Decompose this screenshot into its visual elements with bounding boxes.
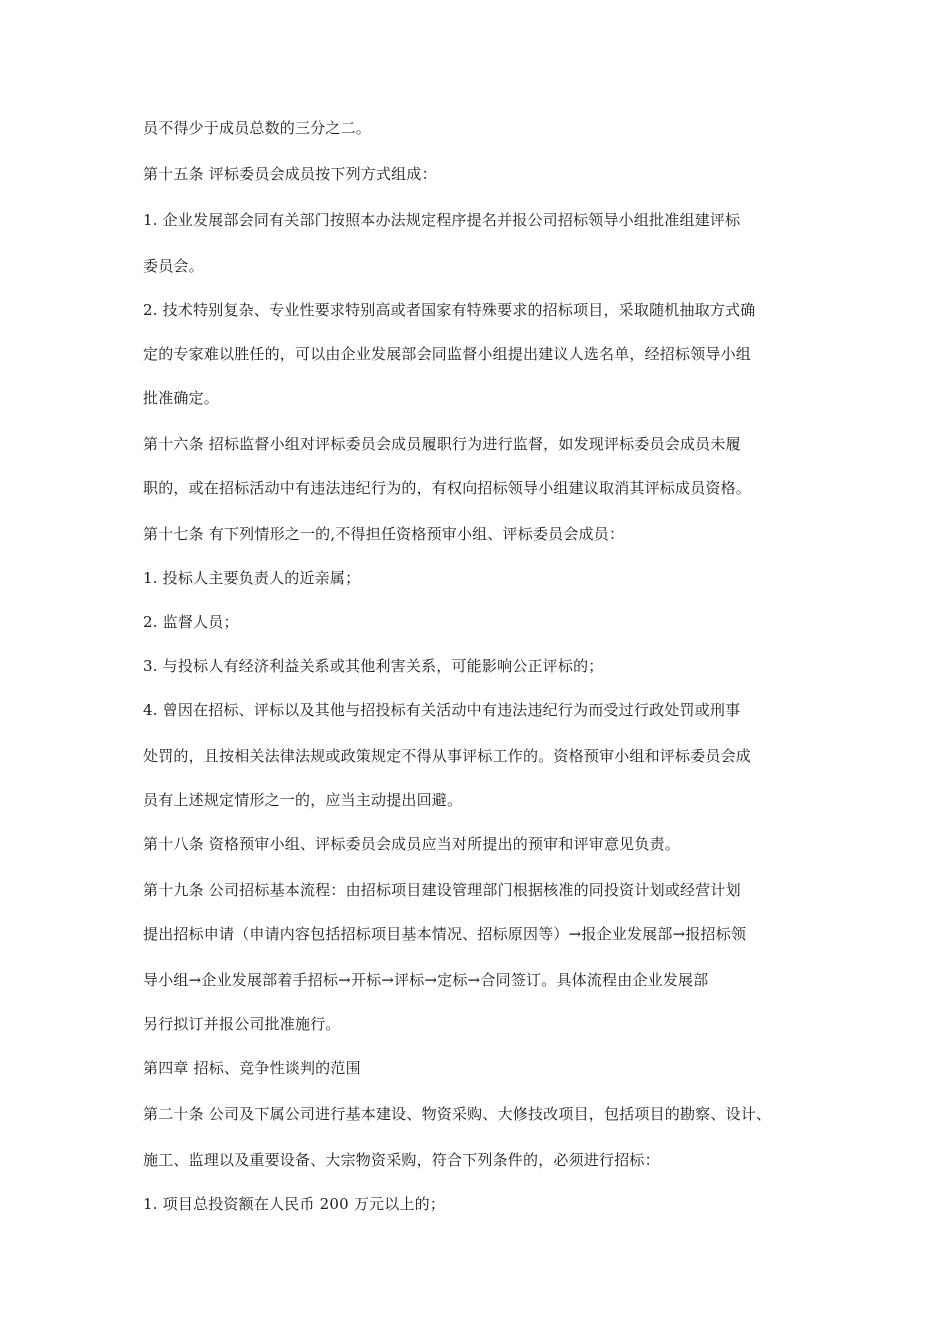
article-heading: 第十九条 公司招标基本流程：由招标项目建设管理部门根据核准的同投资计划或经营计划 [143, 881, 741, 899]
text-line: 3. 与投标人有经济利益关系或其他利害关系，可能影响公正评标的； [143, 657, 604, 675]
text-line: 4. 曾因在招标、评标以及其他与招投标有关活动中有违法违纪行为而受过行政处罚或刑事 [143, 701, 741, 719]
text-line: 处罚的，且按相关法律法规或政策规定不得从事评标工作的。资格预审小组和评标委员会成 [143, 747, 752, 765]
chapter-heading: 第四章 招标、竞争性谈判的范围 [143, 1059, 361, 1077]
text-line: 2. 技术特别复杂、专业性要求特别高或者国家有特殊要求的招标项目，采取随机抽取方式确 [143, 301, 756, 319]
text-line: 提出招标申请（申请内容包括招标项目基本情况、招标原因等）→报企业发展部→报招标领 [143, 925, 747, 943]
text-line: 导小组→企业发展部着手招标→开标→评标→定标→合同签订。具体流程由企业发展部 [143, 971, 709, 989]
article-heading: 第十七条 有下列情形之一的,不得担任资格预审小组、评标委员会成员： [143, 525, 625, 543]
text-line: 员不得少于成员总数的三分之二。 [143, 119, 372, 137]
article-heading: 第十五条 评标委员会成员按下列方式组成： [143, 165, 437, 183]
text-line: 职的，或在招标活动中有违法违纪行为的，有权向招标领导小组建议取消其评标成员资格。 [143, 479, 752, 497]
text-line: 另行拟订并报公司批准施行。 [143, 1015, 341, 1033]
article-heading: 第十六条 招标监督小组对评标委员会成员履职行为进行监督，如发现评标委员会成员未履 [143, 435, 741, 453]
text-line: 2. 监督人员； [143, 613, 239, 631]
text-line: 批准确定。 [143, 389, 220, 407]
text-line: 施工、监理以及重要设备、大宗物资采购，符合下列条件的，必须进行招标： [143, 1151, 660, 1169]
article-heading: 第二十条 公司及下属公司进行基本建设、物资采购、大修技改项目，包括项目的勘察、设计、 [143, 1105, 772, 1123]
text-line: 1. 投标人主要负责人的近亲属； [143, 569, 361, 587]
text-line: 1. 项目总投资额在人民币 200 万元以上的； [143, 1195, 446, 1213]
article-heading: 第十八条 资格预审小组、评标委员会成员应当对所提出的预审和评审意见负责。 [143, 835, 680, 853]
text-line: 1. 企业发展部会同有关部门按照本办法规定程序提名并报公司招标领导小组批准组建评标 [143, 211, 741, 229]
text-line: 员有上述规定情形之一的，应当主动提出回避。 [143, 791, 463, 809]
text-line: 定的专家难以胜任的，可以由企业发展部会同监督小组提出建议人选名单，经招标领导小组 [143, 345, 752, 363]
text-line: 委员会。 [143, 257, 204, 275]
